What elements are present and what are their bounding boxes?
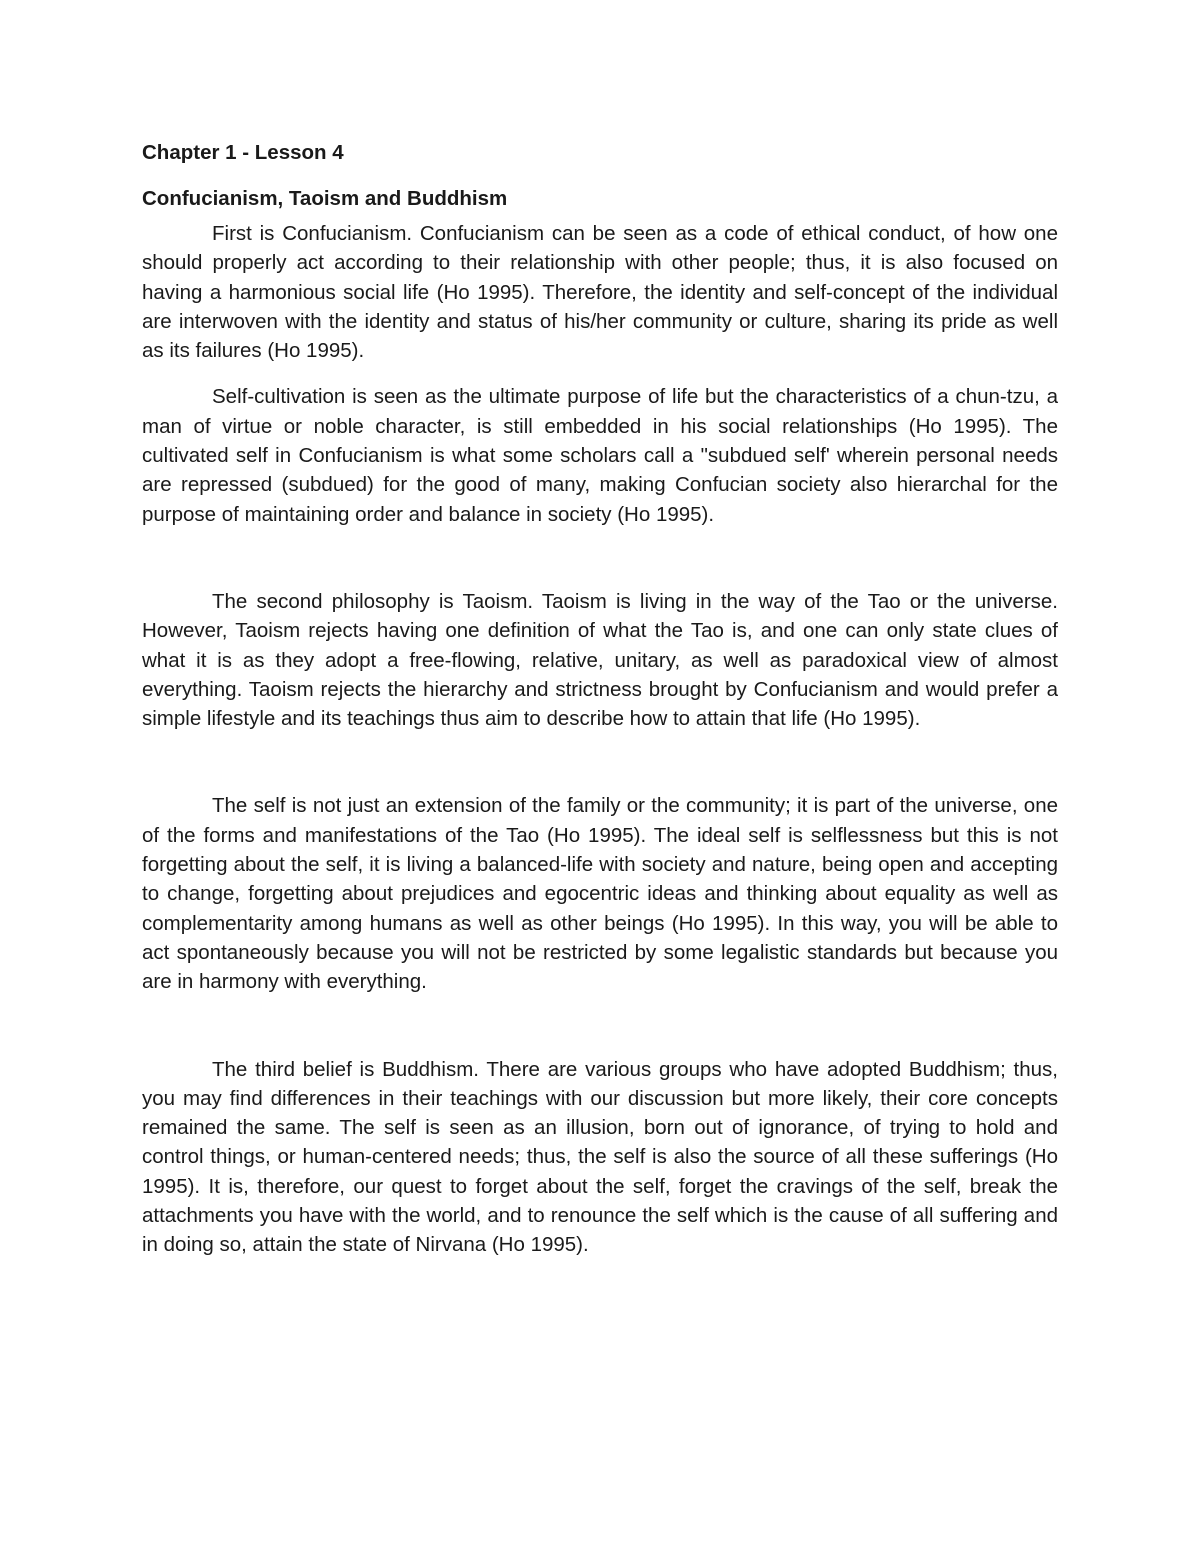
paragraph-confucianism-intro: First is Confucianism. Confucianism can be seen as a code of ethical conduct, of how one should properly act according to their relationship with other people; thus, it is also focused on having a harmonious social life (Ho 1995). Therefore, the identity and self-concept of the individual are interwoven with the identity and status of his/her community or culture, sharing its pride as well as its failures (Ho 1995). [142, 222, 1058, 363]
chapter-title: Chapter 1 - Lesson 4 [142, 141, 344, 164]
paragraph-taoism-self: The self is not just an extension of the family or the community; it is part of the universe, one of the forms and manifestations of the Tao (Ho 1995). The ideal self is selflessness but this is not forgetting about the self, it is living a balanced-life with society and nature, being open and accepting to change, forgetting about prejudices and egocentric ideas and thinking about equality as well as complementarity among humans as well as other beings (Ho 1995). In this way, you will be able to act spontaneously because you will not be restricted by some legalistic standards but because you are in harmony with everything. [142, 794, 1058, 994]
paragraph-confucianism-self: Self-cultivation is seen as the ultimate purpose of life but the characteristics of a chun-tzu, a man of virtue or noble character, is still embedded in his social relationships (Ho 1995). The cultivated self in Confucianism is what some scholars call a "subdued self' wherein personal needs are repressed (subdued) for the good of many, making Confucian society also hierarchal for the purpose of maintaining order and balance in society (Ho 1995). [142, 385, 1058, 526]
lesson-subtitle: Confucianism, Taoism and Buddhism [142, 187, 508, 210]
paragraph-taoism-intro: The second philosophy is Taoism. Taoism is living in the way of the Tao or the universe. However, Taoism rejects having one definition of what the Tao is, and one can only state clues of what it is as they adopt a free-flowing, relative, unitary, as well as paradoxical view of almost everything. Taoism rejects the hierarchy and strictness brought by Confucianism and would prefer a simple lifestyle and its teachings thus aim to describe how to attain that life (Ho 1995). [142, 589, 1058, 731]
paragraph-buddhism: The third belief is Buddhism. There are various groups who have adopted Buddhism; thus, you may find differences in their teachings with our discussion but more likely, their core concepts remained the same. The self is seen as an illusion, born out of ignorance, of trying to hold and control things, or human-centered needs; thus, the self is also the source of all these sufferings (Ho 1995). It is, therefore, our quest to forget about the self, forget the cravings of the self, break the attachments you have with the world, and to renounce the self which is the cause of all suffering and in doing so, attain the state of Nirvana (Ho 1995). [142, 1057, 1058, 1257]
document-page [142, 138, 1058, 1260]
